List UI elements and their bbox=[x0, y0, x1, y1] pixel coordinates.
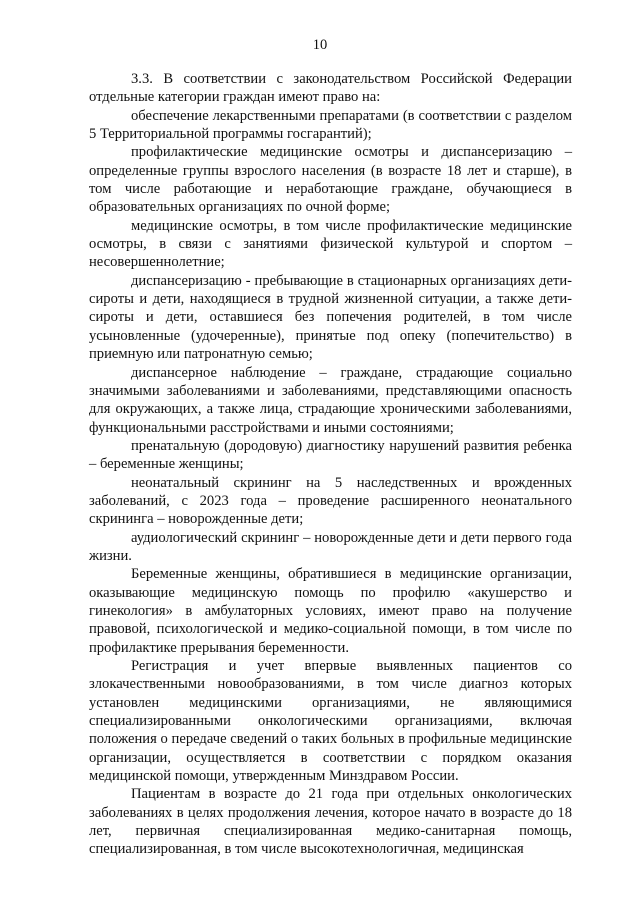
list-item-dispensary-observation: диспансерное наблюдение – граждане, страдающие социально значимыми заболеваниями и заболеваниями, представляющими опасность для окружающих, а также лица, страдающие хроническими заболеваниями, функциональными расстройствами и иными состояниями; bbox=[89, 364, 572, 436]
list-item-orphan-dispensarization: диспансеризацию - пребывающие в стационарных организациях дети-сироты и дети, находящиеся в трудной жизненной ситуации, а также дети-сироты и дети, оставшиеся без попечения родителей, в том числе усыновленные (удочеренные), принятые под опеку (попечительство) в приемную или патронатную семью; bbox=[89, 272, 572, 363]
paragraph-pregnant-women: Беременные женщины, обратившиеся в медицинские организации, оказывающие медицинскую помощь по профилю «акушерство и гинекология» в амбулаторных условиях, имеют право на получение правовой, психологической и медико-социальной помощи, в том числе по профилактике прерывания беременности. bbox=[89, 566, 572, 656]
list-item-drug-provision: обеспечение лекарственными препаратами (в соответствии с разделом 5 Территориальной программы госгарантий); bbox=[89, 107, 572, 143]
paragraph-section-3-3-intro: 3.3. В соответствии с законодательством Российской Федерации отдельные категории граждан имеют право на: bbox=[89, 71, 572, 106]
list-item-audiological-screening: аудиологический скрининг – новорожденные дети и дети первого года жизни. bbox=[89, 529, 572, 564]
document-body bbox=[89, 70, 572, 859]
paragraph-oncology-registration: Регистрация и учет впервые выявленных пациентов со злокачественными новообразованиями, в том числе диагноз которых установлен медицинскими организациями, не являющимися специализированными онкологическими организациями, включая положения о передаче сведений о таких больных в профильные медицинские организации, осуществляется в соответствии с порядком оказания медицинской помощи, утвержденным Минздравом России. bbox=[89, 658, 572, 785]
paragraph-patients-under-21: Пациентам в возрасте до 21 года при отдельных онкологических заболеваниях в целях продолжения лечения, которое начато в возрасте до 18 лет, первичная специализированная медико-санитарная помощь, специализированная, в том числе высокотехнологичная, медицинская bbox=[89, 786, 572, 858]
list-item-preventive-exams: профилактические медицинские осмотры и диспансеризацию – определенные группы взрослого населения (в возрасте 18 лет и старше), в том числе работающие и неработающие граждане, обучающиеся в образовательных организациях по очной форме; bbox=[89, 144, 572, 216]
list-item-prenatal-diagnostics: пренатальную (дородовую) диагностику нарушений развития ребенка – беременные женщины; bbox=[89, 437, 572, 473]
list-item-sports-exams: медицинские осмотры, в том числе профилактические медицинские осмотры, в связи с занятиями физической культурой и спортом – несовершеннолетние; bbox=[89, 217, 572, 271]
list-item-neonatal-screening: неонатальный скрининг на 5 наследственных и врожденных заболеваний, с 2023 года – проведение расширенного неонатального скрининга – новорожденные дети; bbox=[89, 474, 572, 528]
page-number: 10 bbox=[312, 37, 328, 53]
